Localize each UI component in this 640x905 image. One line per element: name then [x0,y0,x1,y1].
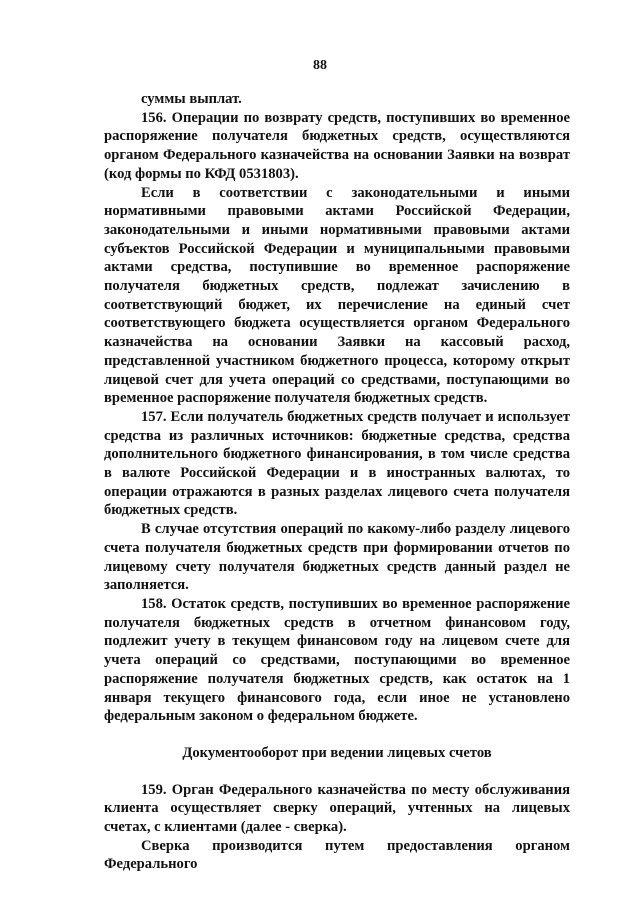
paragraph-continuation: суммы выплат. [141,91,242,107]
section-heading: Документооборот при ведении лицевых счетов [182,744,492,761]
paragraph-156: 156. Операции по возврату средств, поступивших во временное распоряжение получателя бюджетных средств, осуществляются органом Федерального казначейства на основании Заявки на возврат (код формы по КФД 0531803). [104,109,570,182]
paragraph-156-transfer: Если в соответствии с законодательными и иными нормативными правовыми актами Российской Федерации, законодательными и иными нормативными правовыми актами субъектов Российской Федерации и муниципальными правовыми актами средства, поступившие во временное распоряжение получателя бюджетных средств, подлежат зачислению в соответствующий бюджет, их перечисление на единый счет соответствующего бюджета осуществляется органом Федерального казначейства на основании Заявки на кассовый расход, представленной участником бюджетного процесса, которому открыт лицевой счет для учета операций со средствами, поступающими во временное распоряжение получателя бюджетных средств. [104,184,570,407]
document-body [104,90,570,874]
paragraph-157: 157. Если получатель бюджетных средств получает и использует средства из различных источников: бюджетные средства, средства дополнительного бюджетного финансирования, в том числе средства в валюте Российской Федерации и в иностранных валютах, то операции отражаются в разных разделах лицевого счета получателя бюджетных средств. [104,408,570,519]
paragraph-157-absence: В случае отсутствия операций по какому-либо разделу лицевого счета получателя бюджетных средств при формировании отчетов по лицевому счету получателя бюджетных средств данный раздел не заполняется. [104,521,570,594]
paragraph-159: 159. Орган Федерального казначейства по месту обслуживания клиента осуществляет сверку операций, учтенных на лицевых счетах, с клиентами (далее - сверка). [104,781,570,836]
paragraph-reconciliation: Сверка производится путем предоставления органом Федерального [104,837,570,873]
page-number: 88 [313,58,327,73]
paragraph-158: 158. Остаток средств, поступивших во временное распоряжение получателя бюджетных средств в отчетном финансовом году, подлежит учету в текущем финансовом году на лицевом счете для учета операций со средствами, поступающими во временное распоряжение получателя бюджетных средств, как остаток на 1 января текущего финансового года, если иное не установлено федеральным законом о федеральном бюджете. [104,595,570,725]
